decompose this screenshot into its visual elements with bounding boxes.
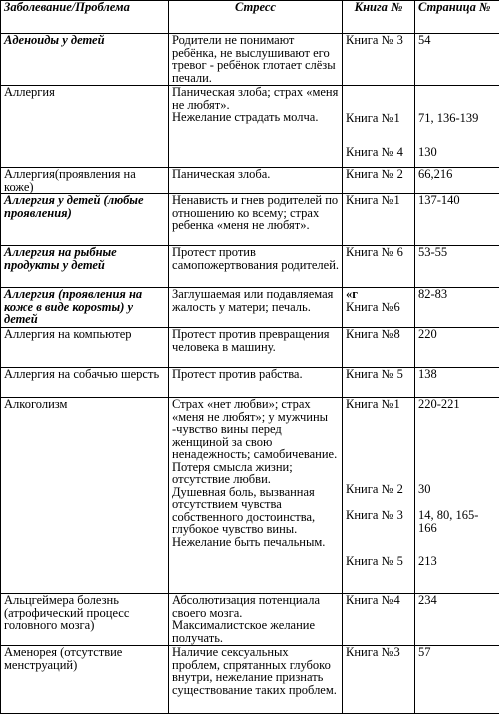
disease-cell: Аллергия на компьютер (1, 328, 169, 368)
book-text: Книга № 2 (346, 481, 403, 496)
table-row (1, 246, 499, 288)
stress-text: Потеря смысла жизни; отсутствие любви. (172, 459, 293, 486)
book-text: Книга № 4 (346, 144, 403, 159)
stress-text: Нежелание быть печальным. (172, 534, 326, 549)
book-cell: Книга №3 (343, 646, 415, 714)
stress-cell: Заглушаемая или подавляемая жалость у матери; печаль. (169, 288, 343, 328)
table-header-row (1, 1, 499, 34)
book-cell: Книга № 6 (343, 246, 415, 288)
page-text: 130 (418, 144, 437, 159)
book-cell (343, 288, 415, 328)
page-text: 213 (418, 554, 437, 568)
stress-text: Нежелание страдать молча. (172, 110, 319, 124)
header-book: Книга № (343, 1, 415, 34)
disease-cell: Алкоголизм (1, 398, 169, 594)
table-row (1, 328, 499, 368)
table-row (1, 194, 499, 246)
table-row (1, 368, 499, 398)
book-cell: Книга №4 (343, 594, 415, 646)
book-text: Книга №6 (346, 299, 400, 314)
book-cell: Книга № 3 (343, 34, 415, 86)
book-text: «г (346, 287, 358, 301)
disease-cell: Аллергия(проявления на коже) (1, 168, 169, 194)
page-text: 30 (418, 481, 431, 496)
page-cell: 54 (415, 34, 499, 86)
stress-text: Страх «нет любви»; страх «меня не любят»; у мужчины -чувство вины перед женщиной за свою ненадежность; самобичевание. (172, 397, 338, 461)
page-cell: 82-83 (415, 288, 499, 328)
stress-cell: Протест против превращения человека в машину. (169, 328, 343, 368)
stress-cell (169, 398, 343, 594)
header-stress: Стресс (169, 1, 343, 34)
book-cell (343, 398, 415, 594)
book-text: Книга № 5 (346, 553, 403, 568)
table-row (1, 646, 499, 714)
stress-cell: Протест против самопожертвования родителей. (169, 246, 343, 288)
page-cell: 57 (415, 646, 499, 714)
stress-cell (169, 594, 343, 646)
stress-text: Максималистское желание получать. (172, 618, 316, 645)
stress-cell: Паническая злоба. (169, 168, 343, 194)
stress-text: Душевная боль, вызванная отсутствием чувства собственного достоинства, глубокое чувство вины. (172, 484, 316, 536)
disease-cell: Аллергия у детей (любые проявления) (1, 194, 169, 246)
disease-cell: Аллергия (проявления на коже в виде корosты) у детей (1, 288, 169, 328)
table-row (1, 86, 499, 168)
page-cell: 137-140 (415, 194, 499, 246)
disease-cell: Аденоиды у детей (1, 34, 169, 86)
stress-cell: Родители не понимают ребёнка, не выслушивают его тревог - ребёнок глотает слёзы печали. (169, 34, 343, 86)
book-cell: Книга № 2 (343, 168, 415, 194)
disease-cell: Аллергия на рыбные продукты у детей (1, 246, 169, 288)
page-cell: 66,216 (415, 168, 499, 194)
book-cell (343, 86, 415, 168)
stress-cell: Протест против рабства. (169, 368, 343, 398)
stress-cell: Ненависть и гнев родителей по отношению ко всему; страх ребенка «меня не любят». (169, 194, 343, 246)
book-text: Книга №1 (346, 111, 400, 125)
page-cell: 234 (415, 594, 499, 646)
disease-cell: Аллергия на собачью шерсть (1, 368, 169, 398)
book-cell: Книга №1 (343, 194, 415, 246)
page-text: 14, 80, 165-166 (418, 508, 479, 535)
page-cell: 220 (415, 328, 499, 368)
stress-text: Паническая злоба; страх «меня не любят». (172, 85, 339, 112)
table-row (1, 34, 499, 86)
page-cell: 53-55 (415, 246, 499, 288)
stress-cell: Наличие сексуальных проблем, спрятанных глубоко внутри, нежелание признать существование таких проблем. (169, 646, 343, 714)
book-text: Книга №1 (346, 397, 400, 411)
disease-cell: Аменорея (отсутствие менструаций) (1, 646, 169, 714)
page-cell (415, 86, 499, 168)
stress-text: Абсолютизация потенциала своего мозга. (172, 593, 320, 620)
header-page: Страница № (415, 1, 499, 34)
stress-cell (169, 86, 343, 168)
page-text: 71, 136-139 (418, 111, 479, 125)
table-row (1, 398, 499, 594)
disease-cell: Аллергия (1, 86, 169, 168)
disease-cell: Альцгеймера болезнь (атрофический процесс головного мозга) (1, 594, 169, 646)
header-disease: Заболевание/Проблема (1, 1, 169, 34)
book-cell: Книга №8 (343, 328, 415, 368)
page-cell (415, 398, 499, 594)
table-row (1, 168, 499, 194)
book-cell: Книга № 5 (343, 368, 415, 398)
page-cell: 138 (415, 368, 499, 398)
table-row (1, 594, 499, 646)
page-text: 220-221 (418, 397, 460, 411)
table-row (1, 288, 499, 328)
book-text: Книга № 3 (346, 508, 403, 522)
